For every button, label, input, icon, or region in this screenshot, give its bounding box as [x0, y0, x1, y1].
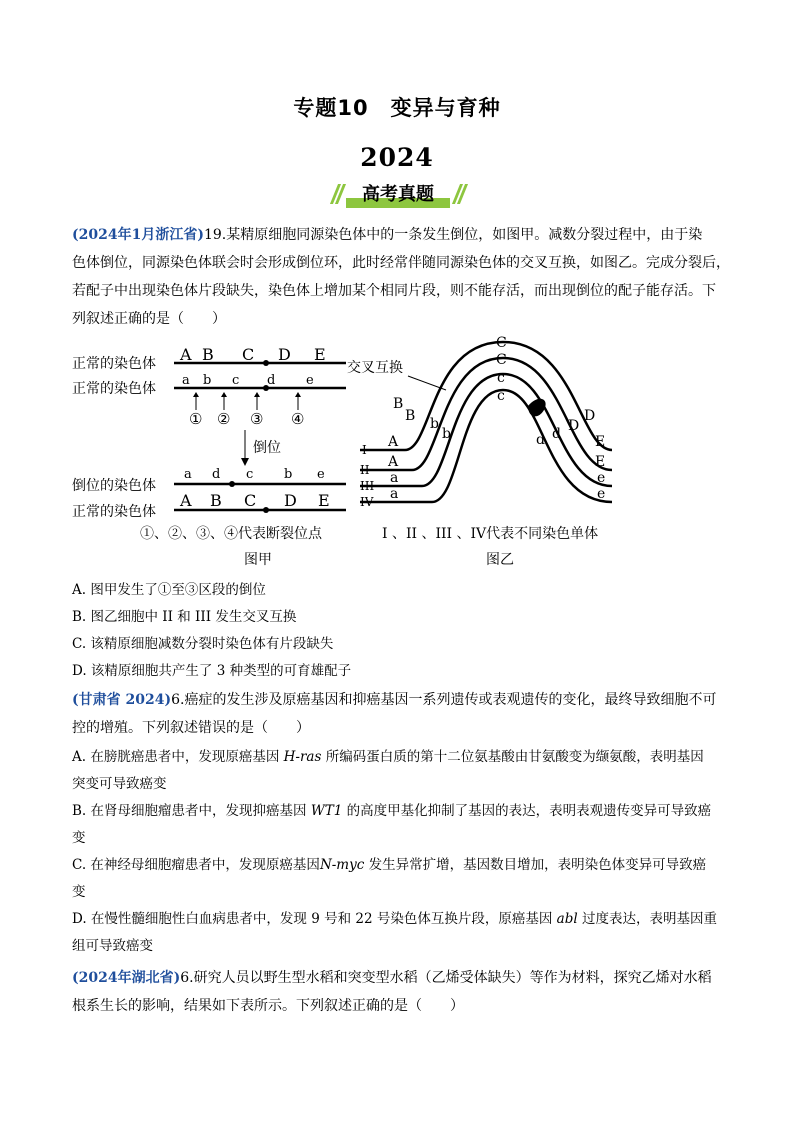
gene-label: B [210, 491, 222, 510]
option-c[interactable]: C. 在神经母细胞瘤患者中，发现原癌基因N-myc 发生异常扩增，基因数目增加，表明染色体变异可导致癌 [72, 857, 707, 873]
banner-text: 高考真题 [362, 184, 434, 205]
gene-label: D [278, 345, 291, 364]
gene-label: B [202, 345, 214, 364]
gene-label: E [314, 345, 326, 364]
option-d[interactable]: D. 该精原细胞共产生了 3 种类型的可育雄配子 [72, 663, 352, 679]
loop-gene-label: D [584, 408, 596, 424]
loop-gene-label: b [442, 426, 451, 442]
question-text: 若配子中出现染色体片段缺失，染色体上增加某个相同片段，则不能存活，而出现倒位的配子能存活。下 [72, 283, 716, 299]
gene-label: e [306, 373, 314, 388]
break-point-label: ① [189, 410, 203, 428]
option-a[interactable]: A. 在膀胱癌患者中，发现原癌基因 H-ras 所编码蛋白质的第十二位氨基酸由甘氨酸变为缬氨酸，表明基因 [72, 749, 704, 765]
figure-a-note: ①、②、③、④代表断裂位点 [140, 526, 322, 542]
gene-label: A [180, 345, 192, 364]
question-1-options [72, 577, 732, 685]
gene-label: A [180, 491, 192, 510]
gene-label: a [184, 467, 192, 482]
loop-gene-label: b [430, 416, 439, 432]
gene-label: b [203, 373, 212, 388]
centromere [528, 399, 546, 417]
gene-label: C [244, 491, 257, 510]
chromatid-roman: II [360, 463, 370, 477]
loop-gene-label: d [552, 426, 561, 442]
figure-b [347, 335, 612, 568]
question-number: 19. [203, 227, 227, 243]
loop-gene-label: c [497, 388, 505, 404]
chromatid-gene: e [597, 486, 606, 502]
page-title: 专题10 变异与育种 [293, 96, 501, 120]
question-text: 列叙述正确的是（ ） [72, 311, 226, 327]
label-normal: 正常的染色体 [72, 381, 156, 397]
question-number: 6. [171, 692, 185, 708]
gene-label: c [232, 373, 240, 388]
centromere [263, 507, 269, 513]
gene-label: E [318, 491, 330, 510]
option-b-cont: 变 [72, 830, 86, 846]
centromere [263, 360, 269, 366]
chromatid-gene: e [597, 470, 606, 486]
loop-gene-label: c [497, 370, 505, 386]
question-text: 研究人员以野生型水稻和突变型水稻（乙烯受体缺失）等作为材料，探究乙烯对水稻 [193, 970, 712, 986]
option-b[interactable]: B. 图乙细胞中 II 和 III 发生交叉互换 [72, 609, 297, 625]
chromatid-gene: A [388, 434, 399, 450]
break-point-label: ③ [250, 410, 264, 428]
option-d-cont: 组可导致癌变 [72, 938, 153, 954]
break-point-label: ④ [291, 410, 305, 428]
label-normal: 正常的染色体 [72, 356, 156, 372]
gene-label: D [284, 491, 297, 510]
gene-label: d [212, 467, 221, 482]
inversion-label: 倒位 [253, 440, 281, 456]
loop-gene-label: B [393, 396, 404, 412]
gene-label: d [267, 373, 276, 388]
label-normal: 正常的染色体 [72, 504, 156, 520]
gene-label: c [246, 467, 254, 482]
option-d[interactable]: D. 在慢性髓细胞性白血病患者中，发现 9 号和 22 号染色体互换片段，原癌基因 abl 过度表达，表明基因重 [72, 911, 717, 927]
question-text: 色体倒位，同源染色体联会时会形成倒位环，此时经常伴随同源染色体的交叉互换，如图乙。完成分裂后， [72, 255, 730, 271]
question-number: 6. [180, 970, 194, 986]
loop-gene-label: D [568, 418, 580, 434]
crossover-label: 交叉互换 [347, 360, 403, 376]
question-2-stem [72, 686, 732, 742]
year-heading: 2024 [360, 143, 434, 172]
question-source: (2024年1月浙江省) [72, 227, 204, 243]
chromatid-gene: E [595, 434, 606, 450]
loop-gene-label: C [496, 335, 507, 351]
option-b[interactable]: B. 在肾母细胞瘤患者中，发现抑癌基因 WT1 的高度甲基化抑制了基因的表达，表明表观遗传变异可导致癌 [72, 803, 712, 819]
break-point-label: ② [217, 410, 231, 428]
question-source: (甘肃省 2024) [72, 692, 172, 708]
gene-label: C [242, 345, 255, 364]
label-inverted: 倒位的染色体 [72, 478, 156, 494]
loop-gene-label: d [536, 432, 545, 448]
gene-label: e [317, 467, 325, 482]
centromere [229, 481, 235, 487]
loop-gene-label: C [496, 352, 507, 368]
chromatid-roman: IV [360, 495, 374, 509]
option-a-cont: 突变可导致癌变 [72, 776, 167, 792]
question-1-stem [72, 221, 732, 333]
question-text: 某精原细胞同源染色体中的一条发生倒位，如图甲。减数分裂过程中，由于染 [226, 227, 703, 243]
question-text: 控的增殖。下列叙述错误的是（ ） [72, 720, 310, 736]
chromatid-gene: E [595, 454, 606, 470]
question-text: 根系生长的影响，结果如下表所示。下列叙述正确的是（ ） [72, 998, 464, 1014]
figure-b-note: I 、II 、III 、IV代表不同染色单体 [382, 526, 599, 542]
figure-a [72, 345, 346, 568]
chromatid-gene: a [390, 470, 399, 486]
section-banner [326, 178, 470, 210]
option-c[interactable]: C. 该精原细胞减数分裂时染色体有片段缺失 [72, 636, 334, 652]
chromatid-roman: I [362, 443, 367, 457]
loop-gene-label: B [405, 408, 416, 424]
option-a[interactable]: A. 图甲发生了①至③区段的倒位 [72, 582, 266, 598]
figure-b-caption: 图乙 [486, 552, 514, 568]
chromosome-figure [60, 330, 740, 580]
chromatid-gene: A [388, 454, 399, 470]
gene-label: a [182, 373, 190, 388]
question-source: (2024年湖北省) [72, 970, 181, 986]
option-c-cont: 变 [72, 884, 86, 900]
gene-label: b [284, 467, 293, 482]
figure-a-caption: 图甲 [244, 552, 272, 568]
chromatid-gene: a [390, 486, 399, 502]
question-3-stem [72, 964, 732, 1020]
question-2-options [72, 744, 732, 960]
chromatid-roman: III [360, 479, 375, 493]
question-text: 癌症的发生涉及原癌基因和抑癌基因一系列遗传或表观遗传的变化，最终导致细胞不可 [184, 692, 717, 708]
